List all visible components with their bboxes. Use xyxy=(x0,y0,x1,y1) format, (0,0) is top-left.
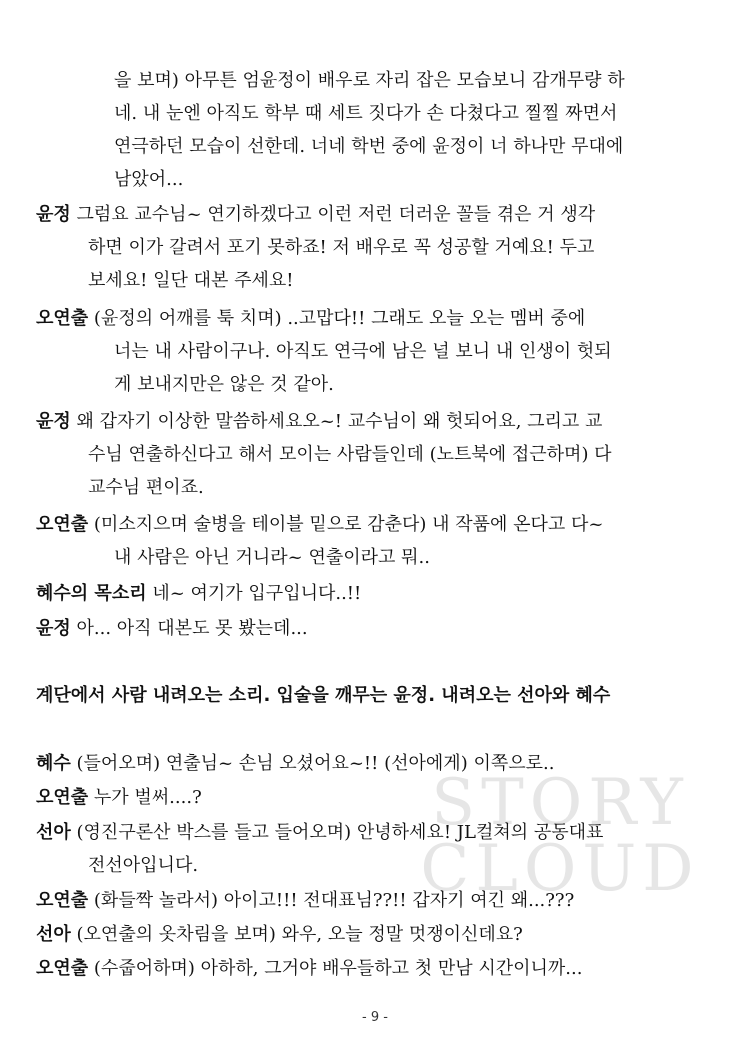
dialogue-entry xyxy=(36,952,716,985)
dialogue-entry xyxy=(36,816,716,882)
dialogue-entry xyxy=(36,198,716,297)
speaker-name: 오연출 xyxy=(36,514,89,535)
dialogue-text: (수줍어하며) 아하하, 그거야 배우들하고 첫 만남 시간이니까... xyxy=(93,958,583,979)
dialogue-text: (들어오며) 연출님~ 손님 오셨어요~!! (선아에게) 이쪽으로.. xyxy=(76,753,555,774)
dialogue-entry xyxy=(36,781,716,814)
dialogue-text: 수님 연출하신다고 해서 모이는 사람들인데 (노트북에 접근하며) 다 xyxy=(88,444,612,465)
dialogue-text: 하면 이가 갈려서 포기 못하죠! 저 배우로 꼭 성공할 거예요! 두고 xyxy=(88,237,595,258)
dialogue-text: 누가 벌써....? xyxy=(93,787,202,808)
dialogue-entry xyxy=(36,577,716,610)
dialogue-entry xyxy=(36,302,716,401)
continuation-block xyxy=(36,64,716,196)
dialogue-text: 보세요! 일단 대본 주세요! xyxy=(88,270,294,291)
dialogue-entry xyxy=(36,508,716,574)
speaker-name: 선아 xyxy=(36,924,71,945)
dialogue-entry xyxy=(36,884,716,917)
dialogue-text: (윤정의 어깨를 툭 치며) ..고맙다!! 그래도 오늘 오는 멤버 중에 xyxy=(93,308,586,329)
dialogue-text: 너는 내 사람이구나. 아직도 연극에 남은 널 보니 내 인생이 헛되 xyxy=(114,341,612,362)
speaker-name: 오연출 xyxy=(36,890,89,911)
speaker-name: 오연출 xyxy=(36,787,89,808)
text-line: 연극하던 모습이 선한데. 너네 학번 중에 윤정이 너 하나만 무대에 xyxy=(114,136,624,157)
speaker-name: 오연출 xyxy=(36,958,89,979)
dialogue-text: 교수님 편이죠. xyxy=(88,477,204,498)
speaker-name: 혜수 xyxy=(36,753,71,774)
stage-direction: 계단에서 사람 내려오는 소리. 입술을 깨무는 윤정. 내려오는 선아와 혜수 xyxy=(36,685,611,706)
dialogue-text: 전선아입니다. xyxy=(88,855,199,876)
dialogue-text: 아... 아직 대본도 못 봤는데... xyxy=(76,618,308,639)
dialogue-text: (영진구론산 박스를 들고 들어오며) 안녕하세요! JL컬쳐의 공동대표 xyxy=(76,822,604,843)
speaker-name: 혜수의 목소리 xyxy=(36,583,147,604)
speaker-name: 오연출 xyxy=(36,308,89,329)
watermark-line: CLOUD xyxy=(420,832,700,906)
speaker-name: 윤정 xyxy=(36,411,71,432)
speaker-name: 윤정 xyxy=(36,618,71,639)
dialogue-text: (화들짝 놀라서) 아이고!!! 전대표님??!! 갑자기 여긴 왜...??? xyxy=(93,890,575,911)
dialogue-entry xyxy=(36,405,716,504)
dialogue-text: 게 보내지만은 않은 것 같아. xyxy=(114,374,334,395)
page-number: - 9 - xyxy=(362,1010,388,1025)
dialogue-entry xyxy=(36,918,716,951)
speaker-name: 윤정 xyxy=(36,204,71,225)
dialogue-text: 왜 갑자기 이상한 말씀하세요오~! 교수님이 왜 헛되어요, 그리고 교 xyxy=(76,411,603,432)
dialogue-text: 내 사람은 아닌 거니라~ 연출이라고 뭐.. xyxy=(114,547,430,568)
dialogue-text: (미소지으며 술병을 테이블 밑으로 감춘다) 내 작품에 온다고 다~ xyxy=(93,514,604,535)
dialogue-text: 네~ 여기가 입구입니다..!! xyxy=(152,583,362,604)
text-line: 남았어... xyxy=(114,169,184,190)
text-line: 을 보며) 아무튼 엄윤정이 배우로 자리 잡은 모습보니 감개무량 하 xyxy=(114,70,625,91)
speaker-name: 선아 xyxy=(36,822,71,843)
dialogue-text: (오연출의 옷차림을 보며) 와우, 오늘 정말 멋쟁이신데요? xyxy=(76,924,523,945)
dialogue-text: 그럼요 교수님~ 연기하겠다고 이런 저런 더러운 꼴들 겪은 거 생각 xyxy=(76,204,596,225)
text-line: 네. 내 눈엔 아직도 학부 때 세트 짓다가 손 다쳤다고 찔찔 짜면서 xyxy=(114,103,618,124)
watermark-line: STORY xyxy=(431,766,689,840)
dialogue-entry xyxy=(36,747,716,780)
dialogue-entry xyxy=(36,612,716,645)
